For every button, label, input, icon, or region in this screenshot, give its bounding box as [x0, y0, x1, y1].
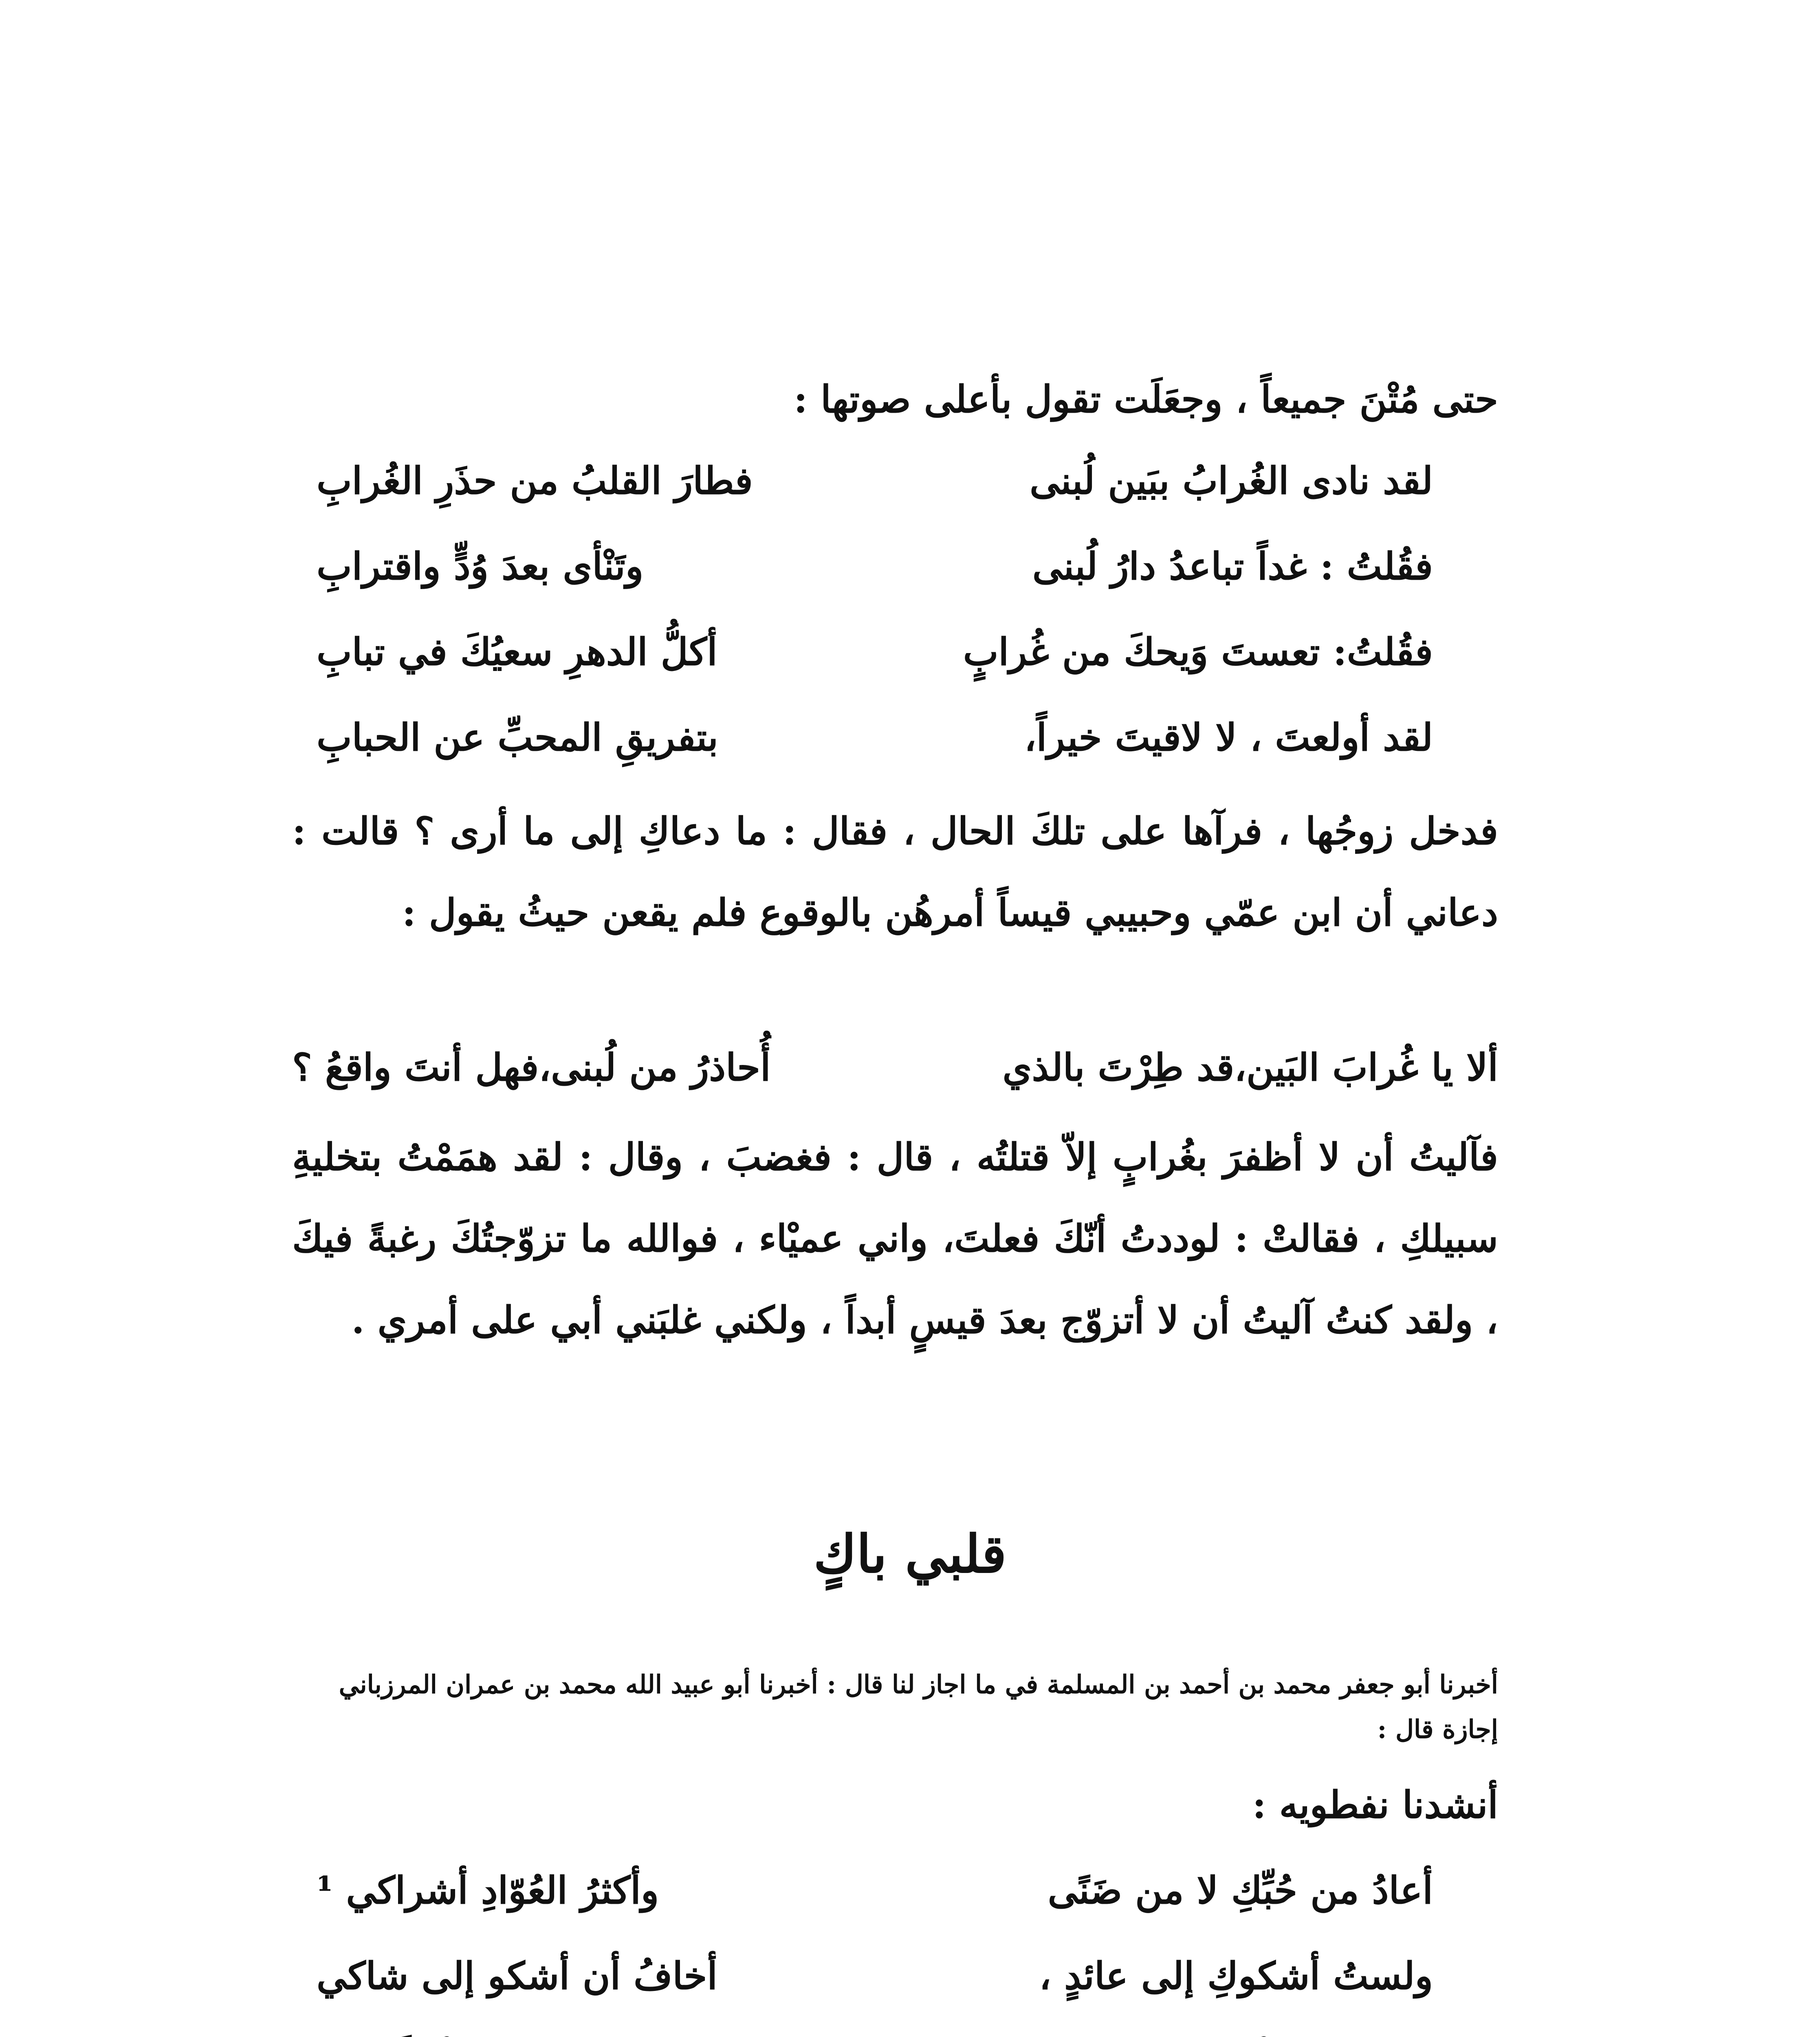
poem1-verse-1 [317, 440, 1433, 521]
hemistich-first: أعادُ من حُبِّكِ لا من ضَنًى [1048, 1868, 1433, 1912]
hemistich-second: أُحاذرُ من لُبنى،فهل أنتَ واقعُ ؟ [292, 1045, 771, 1089]
hemistich-first: ولستُ أشكوكِ إلى عائدٍ ، [1039, 1954, 1433, 1998]
poem2-verse-3 [317, 2021, 1433, 2037]
poem1-verse-4 [317, 697, 1433, 778]
hemistich-second: وتَنْأى بعدَ وُدٍّ واقترابِ [317, 544, 644, 588]
poem1-verse-2 [317, 526, 1433, 607]
intro-paragraph: حتى مُتْنَ جميعاً ، وجعَلَت تقول بأعلى صوتها : [794, 377, 1498, 421]
poem1-verse-3 [317, 611, 1433, 693]
hemistich-second: أكلُّ الدهرِ سعيُكَ في تبابِ [317, 630, 717, 674]
poem2-verse-2 [317, 1935, 1433, 2017]
hemistich-second: أخافُ أن أشكو إلى شاكي [317, 1954, 717, 1998]
hemistich-first: لقد أولعتَ ، لا لاقيتَ خيراً، [1024, 715, 1433, 759]
isnad-chain: أخبرنا أبو جعفر محمد بن أحمد بن المسلمة في ما اجاز لنا قال : أخبرنا أبو عبيد الله محمد بن عمران المرزباني إجازة قال : [339, 1670, 1498, 1744]
hemistich-first: لقد نادى الغُرابُ ببَين لُبنى [1030, 459, 1433, 503]
hemistich-second [317, 2021, 607, 2037]
poem-intro: أنشدنا نفطويه : [1252, 1783, 1498, 1827]
hemistich-second: فطارَ القلبُ من حذَرِ الغُرابِ [317, 459, 753, 503]
hemistich-second: بتفريقِ المحبِّ عن الحبابِ [317, 715, 718, 759]
oath-paragraph: فآليتُ أن لا أظفرَ بغُرابٍ إلاّ قتلتُه ، قال : فغضبَ ، وقال : لقد همَمْتُ بتخليةِ سبيلكِ ، فقالتْ : لوددتُ أنّكَ فعلتَ، واني عميْاء ، فوالله ما تزوّجتُكَ رغبةً فيكَ ، ولقد كنتُ آليتُ أن لا أتزوّج بعدَ قيسٍ أبداً ، ولكني غلبَني أبي على أمري . [292, 1135, 1498, 1342]
section-title: قلبي باكٍ [813, 1524, 1007, 1585]
hemistich-second: وأكثرُ العُوّادِ أشراكي ¹ [317, 1868, 659, 1912]
hemistich-first: فقُلتُ : غداً تباعدُ دارُ لُبنى [1032, 544, 1433, 588]
hemistich-first: فقُلتُ: تعستَ وَيحكَ من غُرابٍ [963, 630, 1433, 674]
hemistich-first: ألا يا غُرابَ البَين،قد طِرْتَ بالذي [1002, 1045, 1498, 1089]
dialogue-paragraph: فدخل زوجُها ، فرآها على تلكَ الحال ، فقال : ما دعاكِ إلى ما أرى ؟ قالت : دعاني أن ابن عمّي وحبيبي قيساً أمرهُن بالوقوع فلم يقعن حيثُ يقول : [292, 809, 1498, 935]
poem2-verse-1 [317, 1850, 1433, 1931]
hemistich-first [997, 2021, 1433, 2037]
verse-ghurab [292, 1027, 1498, 1108]
